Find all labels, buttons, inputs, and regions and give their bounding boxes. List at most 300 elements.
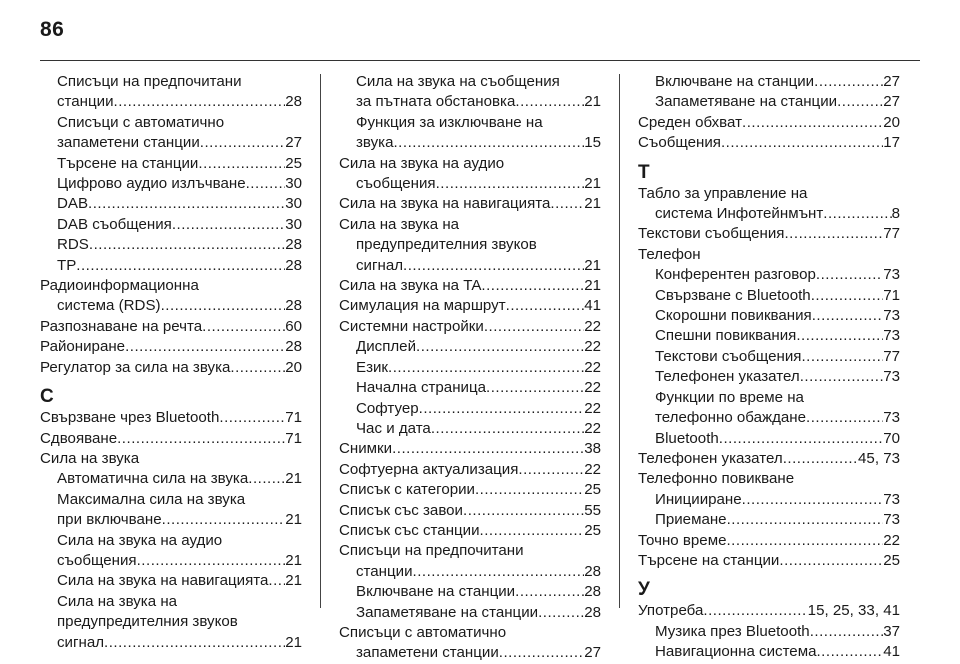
index-entry [638, 429, 900, 449]
dot-leader [393, 133, 584, 153]
page-reference: 30 [285, 215, 302, 233]
page-reference: 60 [285, 317, 302, 335]
dot-leader [198, 154, 285, 174]
index-entry-label: Телефон [638, 245, 701, 263]
index-entry-label: Списъци на предпочитани [57, 73, 242, 90]
page-reference: 21 [285, 511, 302, 529]
index-entry-label: Сила на звука [40, 449, 140, 467]
dot-leader [480, 521, 585, 541]
index-entry [638, 408, 900, 428]
index-entry [40, 235, 302, 255]
dot-leader [481, 276, 584, 296]
page-reference: 30 [285, 175, 302, 193]
index-entry-label: Сила на звука на TA [339, 277, 482, 295]
index-entry-label: RDS [57, 236, 89, 254]
dot-leader [88, 194, 285, 214]
index-entry-text [339, 215, 601, 235]
index-entry-label: Софтуерна актуализация [339, 460, 519, 478]
page-reference: 71 [883, 286, 900, 304]
index-entry-label: Свързване с Bluetooth [655, 286, 811, 304]
index-entry-label: Списък със завои [339, 501, 463, 519]
index-entry-text [40, 490, 302, 510]
index-entry [339, 460, 601, 480]
index-entry [638, 510, 900, 530]
index-entry-label: DAB съобщения [57, 215, 172, 233]
index-entry-label: Скорошни повиквания [655, 307, 812, 325]
dot-leader [806, 408, 883, 428]
index-entry-label: Сила на звука на навигацията [339, 195, 551, 213]
index-entry [40, 215, 302, 235]
dot-leader [125, 337, 285, 357]
page-reference: 27 [883, 93, 900, 111]
page-reference: 22 [584, 399, 601, 417]
page-reference: 22 [883, 531, 900, 549]
index-entry-label: Включване на станции [655, 73, 815, 90]
index-entry-label: Сила на звука на аудио [339, 154, 505, 172]
index-entry-label: Bluetooth [655, 429, 719, 447]
index-entry-label: предупредителния звуков [356, 236, 537, 254]
index-entry-label: станции [57, 93, 114, 111]
column-separator [619, 74, 620, 608]
index-entry-label: Дисплей [356, 338, 417, 356]
dot-leader [248, 469, 285, 489]
page-reference: 25 [584, 481, 601, 499]
page-reference: 22 [584, 358, 601, 376]
dot-leader [403, 256, 584, 276]
page-reference: 21 [584, 195, 601, 213]
index-entry-label: Запаметяване на станции [655, 93, 838, 111]
index-column-2 [339, 72, 601, 664]
index-entry [40, 92, 302, 112]
index-entry-label: Райониране [40, 338, 126, 356]
dot-leader [784, 224, 883, 244]
index-entry [339, 603, 601, 623]
index-entry [339, 399, 601, 419]
index-entry-label: съобщения [356, 175, 436, 193]
index-entry [339, 521, 601, 541]
page-reference: 15 [584, 134, 601, 152]
index-entry-label: за пътната обстановка [356, 93, 516, 111]
index-entry [339, 582, 601, 602]
dot-leader [823, 204, 891, 224]
index-entry [339, 317, 601, 337]
index-entry-label: Сила на звука на съобщения [356, 73, 560, 90]
page-reference: 55 [584, 501, 601, 519]
dot-leader [419, 399, 585, 419]
dot-leader [783, 449, 858, 469]
page-reference: 25 [584, 521, 601, 539]
dot-leader [162, 510, 286, 530]
index-entry-label: Сила на звука на навигацията [57, 572, 269, 590]
index-entry-label: Език [356, 358, 389, 376]
index-entry [339, 296, 601, 316]
index-entry [339, 480, 601, 500]
page-reference: 21 [584, 93, 601, 111]
index-entry [339, 174, 601, 194]
index-entry-text [40, 592, 302, 612]
index-entry [339, 92, 601, 112]
index-entry [638, 92, 900, 112]
dot-leader [800, 367, 884, 387]
dot-leader [117, 429, 285, 449]
index-entry-text [40, 612, 302, 632]
index-entry-text [339, 154, 601, 174]
index-entry-text [40, 113, 302, 133]
index-entry [40, 408, 302, 428]
index-entry-label: сигнал [57, 633, 105, 651]
index-entry-label: Час и дата [356, 419, 431, 437]
dot-leader [431, 419, 584, 439]
dot-leader [742, 113, 883, 133]
index-entry-label: Търсене на станции [638, 551, 780, 569]
index-entry-label: Включване на станции [356, 583, 516, 601]
index-entry [339, 194, 601, 214]
index-entry-label: Начална страница [356, 379, 487, 397]
page-reference: 8 [891, 205, 900, 223]
dot-leader [727, 510, 884, 530]
index-entry [339, 133, 601, 153]
index-entry [40, 469, 302, 489]
index-entry [638, 265, 900, 285]
page-reference: 21 [285, 470, 302, 488]
index-entry [339, 378, 601, 398]
dot-leader [515, 582, 584, 602]
index-entry-text [40, 449, 302, 469]
page-reference: 73 [883, 266, 900, 284]
page-reference: 73 [883, 307, 900, 325]
index-entry [638, 204, 900, 224]
page-number: 86 [40, 18, 65, 41]
index-entry-label: система Инфотейнмънт [655, 205, 824, 223]
header-rule [40, 60, 920, 61]
index-entry [638, 133, 900, 153]
page-reference: 22 [584, 317, 601, 335]
index-entry [638, 326, 900, 346]
index-entry-label: Телефонно повикване [638, 470, 795, 488]
page-reference: 21 [285, 633, 302, 651]
dot-leader [703, 601, 807, 621]
index-entry [638, 449, 900, 469]
index-entry-label: Музика през Bluetooth [655, 622, 810, 640]
index-entry [40, 174, 302, 194]
dot-leader [436, 174, 585, 194]
page-reference: 38 [584, 440, 601, 458]
page-reference: 41 [883, 643, 900, 661]
page-reference: 73 [883, 511, 900, 529]
index-entry [638, 531, 900, 551]
page-reference: 27 [285, 134, 302, 152]
index-entry [638, 224, 900, 244]
index-letter-heading: У [638, 579, 650, 601]
index-entry-label: Конферентен разговор [655, 266, 816, 284]
index-entry-text [339, 113, 601, 133]
index-entry [638, 367, 900, 387]
page-reference: 17 [883, 134, 900, 152]
index-entry-label: Навигационна система [655, 643, 817, 661]
index-entry [339, 358, 601, 378]
dot-leader [413, 562, 585, 582]
index-entry [40, 133, 302, 153]
page-reference: 21 [285, 551, 302, 569]
dot-leader [268, 571, 285, 591]
index-entry-text [638, 388, 900, 408]
dot-leader [230, 358, 285, 378]
index-entry-label: сигнал [356, 256, 404, 274]
dot-leader [812, 306, 883, 326]
dot-leader [392, 439, 584, 459]
index-entry [40, 256, 302, 276]
index-entry [339, 643, 601, 663]
index-entry [40, 337, 302, 357]
dot-leader [499, 643, 584, 663]
dot-leader [463, 501, 584, 521]
index-entry-label: Сила на звука на аудио [57, 531, 223, 549]
index-entry-label: Списък с категории [339, 481, 475, 499]
index-entry-label: предупредителния звуков [57, 613, 238, 631]
index-entry [339, 562, 601, 582]
page-reference: 28 [584, 603, 601, 621]
dot-leader [816, 642, 883, 662]
page-reference: 21 [584, 277, 601, 295]
index-entry-label: звука [356, 134, 394, 152]
dot-leader [801, 347, 883, 367]
index-entry-label: Автоматична сила на звука [57, 470, 249, 488]
index-entry [339, 419, 601, 439]
page-reference: 37 [883, 622, 900, 640]
index-entry-label: Среден обхват [638, 113, 742, 131]
index-entry [339, 439, 601, 459]
dot-leader [484, 317, 584, 337]
page-reference: 41 [584, 297, 601, 315]
index-entry-label: TP [57, 256, 77, 274]
dot-leader [137, 551, 286, 571]
dot-leader [475, 480, 584, 500]
index-entry [638, 601, 900, 621]
index-entry [638, 72, 900, 92]
index-entry-label: Текстови съобщения [638, 225, 785, 243]
index-entry-text [339, 235, 601, 255]
dot-leader [89, 235, 285, 255]
page-reference: 77 [883, 347, 900, 365]
index-entry-label: съобщения [57, 551, 137, 569]
page-reference: 71 [285, 429, 302, 447]
index-entry-label: Списъци на предпочитани [339, 542, 524, 560]
page-reference: 28 [584, 583, 601, 601]
index-entry-label: Функции по време на [655, 388, 804, 406]
page-reference: 15, 25, 33, 41 [807, 602, 900, 620]
index-entry [40, 429, 302, 449]
index-entry-text [40, 276, 302, 296]
dot-leader [486, 378, 584, 398]
index-column-1 [40, 72, 302, 653]
page-reference: 22 [584, 419, 601, 437]
page-reference: 45, 73 [858, 449, 900, 467]
dot-leader [810, 622, 884, 642]
page-reference: 73 [883, 327, 900, 345]
index-entry-text [339, 541, 601, 561]
index-entry [638, 551, 900, 571]
index-entry [40, 296, 302, 316]
index-entry [638, 347, 900, 367]
index-entry-label: Спешни повиквания [655, 327, 797, 345]
page-reference: 25 [883, 551, 900, 569]
index-entry [638, 286, 900, 306]
dot-leader [506, 296, 585, 316]
index-entry-label: при включване [57, 511, 162, 529]
index-entry-label: Телефонен указател [655, 368, 800, 386]
dot-leader [515, 92, 584, 112]
index-entry-label: Търсене на станции [57, 154, 199, 172]
dot-leader [104, 633, 285, 653]
index-entry [638, 113, 900, 133]
page-reference: 21 [584, 256, 601, 274]
index-entry-label: Списъци с автоматично [57, 113, 225, 131]
index-entry-text [339, 72, 601, 92]
index-entry-label: Сдвояване [40, 429, 118, 447]
page-reference: 27 [584, 644, 601, 662]
index-entry-text [339, 623, 601, 643]
dot-leader [76, 256, 285, 276]
dot-leader [796, 326, 883, 346]
page-reference: 20 [883, 113, 900, 131]
dot-leader [518, 460, 584, 480]
index-entry-text [40, 72, 302, 92]
index-entry-label: Сила на звука на [339, 215, 460, 233]
index-entry-label: Списъци с автоматично [339, 623, 507, 641]
page-reference: 28 [285, 338, 302, 356]
dot-leader [779, 551, 883, 571]
page-reference: 30 [285, 195, 302, 213]
dot-leader [172, 215, 285, 235]
page-reference: 22 [584, 460, 601, 478]
page-reference: 77 [883, 225, 900, 243]
dot-leader [416, 337, 584, 357]
dot-leader [202, 317, 285, 337]
page-reference: 22 [584, 338, 601, 356]
index-entry [339, 337, 601, 357]
page-reference: 25 [285, 154, 302, 172]
page-reference: 21 [285, 572, 302, 590]
page-reference: 28 [285, 256, 302, 274]
index-entry-text [638, 184, 900, 204]
index-entry [339, 276, 601, 296]
page-reference: 22 [584, 379, 601, 397]
page-reference: 27 [883, 73, 900, 90]
page-reference: 71 [285, 409, 302, 427]
page-reference: 20 [285, 358, 302, 376]
index-entry-label: Регулатор за сила на звука [40, 358, 231, 376]
index-entry-label: Радиоинформационна [40, 277, 199, 295]
index-entry [339, 256, 601, 276]
index-entry-label: Симулация на маршрут [339, 297, 506, 315]
dot-leader [161, 296, 286, 316]
index-entry [40, 358, 302, 378]
dot-leader [246, 174, 286, 194]
index-entry-label: Текстови съобщения [655, 347, 802, 365]
page-reference: 21 [584, 175, 601, 193]
dot-leader [742, 490, 884, 510]
index-entry-text [638, 469, 900, 489]
index-entry-label: Приемане [655, 511, 727, 529]
index-entry [40, 571, 302, 591]
index-entry [40, 551, 302, 571]
index-entry [40, 510, 302, 530]
index-entry [40, 317, 302, 337]
index-entry-label: Точно време [638, 531, 727, 549]
index-entry [40, 633, 302, 653]
dot-leader [811, 286, 884, 306]
index-entry [40, 194, 302, 214]
dot-leader [114, 92, 286, 112]
index-entry-label: телефонно обаждане [655, 409, 807, 427]
index-entry [339, 501, 601, 521]
index-entry-label: Системни настройки [339, 317, 484, 335]
index-entry-label: Табло за управление на [638, 184, 808, 202]
dot-leader [816, 265, 883, 285]
index-entry-label: Снимки [339, 440, 393, 458]
dot-leader [721, 133, 883, 153]
page-reference: 28 [285, 236, 302, 254]
index-entry-label: система (RDS) [57, 297, 161, 315]
dot-leader [538, 603, 584, 623]
index-entry-label: Максимална сила на звука [57, 490, 246, 508]
index-entry-label: Запаметяване на станции [356, 603, 539, 621]
dot-leader [837, 92, 883, 112]
page-reference: 70 [883, 429, 900, 447]
index-letter-heading: С [40, 386, 54, 408]
dot-leader [200, 133, 285, 153]
index-entry-label: Разпознаване на речта [40, 317, 203, 335]
index-entry-label: запаметени станции [57, 134, 200, 152]
page-reference: 28 [584, 562, 601, 580]
index-entry-text [40, 531, 302, 551]
index-entry-label: DAB [57, 195, 89, 213]
index-entry-label: Цифрово аудио излъчване [57, 175, 246, 193]
page-reference: 28 [285, 297, 302, 315]
index-column-3 [638, 72, 900, 663]
index-entry [638, 306, 900, 326]
index-entry [638, 642, 900, 662]
dot-leader [814, 72, 883, 92]
index-entry-label: Свързване чрез Bluetooth [40, 409, 220, 427]
index-entry [638, 622, 900, 642]
index-entry-label: Употреба [638, 602, 704, 620]
index-entry [40, 154, 302, 174]
page-reference: 73 [883, 490, 900, 508]
dot-leader [719, 429, 883, 449]
index-entry-label: Иницииране [655, 490, 742, 508]
page-reference: 28 [285, 93, 302, 111]
index-entry-text [638, 245, 900, 265]
index-entry-label: Списък със станции [339, 521, 480, 539]
index-entry [638, 490, 900, 510]
page-reference: 73 [883, 368, 900, 386]
page-reference: 73 [883, 409, 900, 427]
index-entry-label: Телефонен указател [638, 449, 783, 467]
index-entry-label: Софтуер [356, 399, 419, 417]
dot-leader [726, 531, 883, 551]
dot-leader [219, 408, 285, 428]
index-entry-label: запаметени станции [356, 644, 499, 662]
index-entry-label: станции [356, 562, 413, 580]
column-separator [320, 74, 321, 608]
index-letter-heading: Т [638, 161, 650, 183]
index-entry-label: Функция за изключване на [356, 113, 543, 131]
index-entry-label: Сила на звука на [57, 592, 178, 610]
dot-leader [550, 194, 584, 214]
dot-leader [388, 358, 584, 378]
index-entry-label: Съобщения [638, 134, 721, 152]
